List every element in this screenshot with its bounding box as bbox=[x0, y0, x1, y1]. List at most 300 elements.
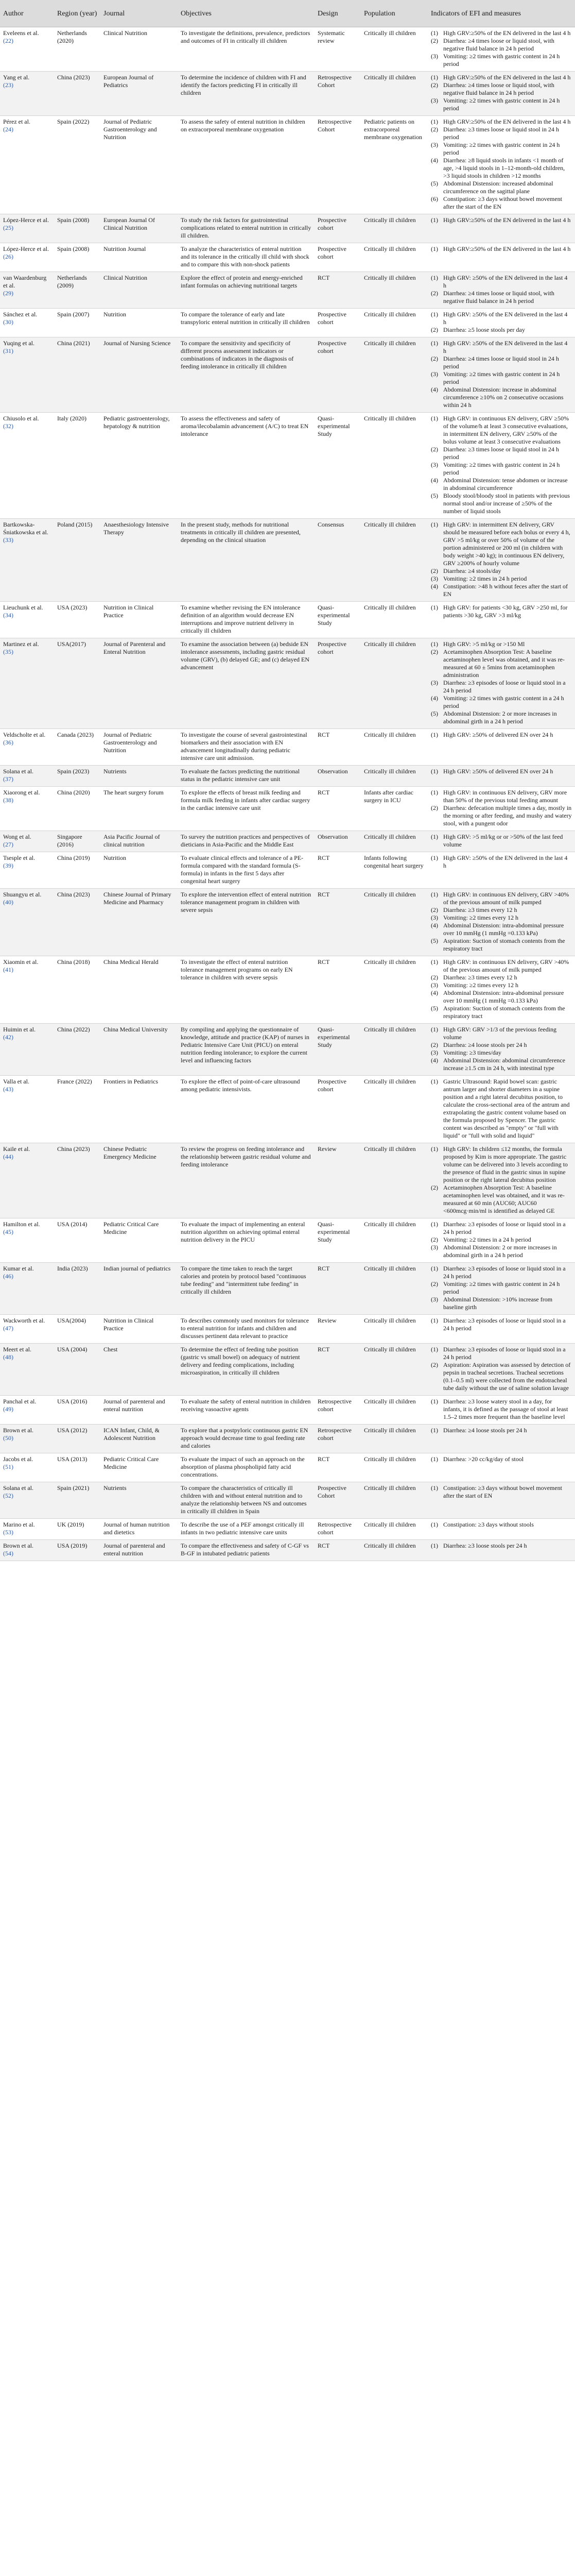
indicator-text: Abdominal Distension: abdominal circumference increase ≥1.5 cm in 24 h, with intestinal type bbox=[443, 1057, 565, 1072]
cell-indicators bbox=[428, 243, 575, 272]
author-name: Shuangyu et al. bbox=[3, 891, 42, 898]
cell-population: Infants after cardiac surgery in ICU bbox=[361, 787, 428, 831]
cell-indicators bbox=[428, 1453, 575, 1482]
indicator-list bbox=[431, 1455, 572, 1463]
cell-population: Critically ill children bbox=[361, 956, 428, 1024]
indicator-number: (1) bbox=[431, 1346, 438, 1353]
indicator-number: (3) bbox=[431, 53, 438, 60]
table-row bbox=[0, 337, 575, 413]
indicator-text: High GRV: in continuous EN delivery, GRV ≥50% of the volume/h at least 3 consecutive evaluations, in intermittent EN delivery, GRV ≥50% of the bolus volume at least 3 consecutive evaluations bbox=[443, 415, 569, 445]
indicator-number: (2) bbox=[431, 1184, 438, 1191]
indicator-number: (1) bbox=[431, 1145, 438, 1153]
indicator-number: (1) bbox=[431, 1398, 438, 1405]
cell-objectives: To explore that a postpyloric continuous gastric EN approach would decrease time to goal feeding rate and calories bbox=[178, 1425, 315, 1453]
cell-population: Critically ill children bbox=[361, 1540, 428, 1561]
indicator-text: Vomiting: ≥2 times with gastric content in 24 h period bbox=[443, 1280, 560, 1295]
cell-indicators bbox=[428, 72, 575, 116]
table-row bbox=[0, 1519, 575, 1540]
indicator-text: High GRV:≥50% of the EN delivered in the last 4 h bbox=[443, 74, 571, 81]
cell-objectives: To explore the intervention effect of enteral nutrition tolerance management program in children with severe sepsis bbox=[178, 889, 315, 956]
reference-link[interactable]: (53) bbox=[3, 1529, 13, 1536]
cell-indicators bbox=[428, 272, 575, 309]
cell-indicators bbox=[428, 787, 575, 831]
indicator-text: High GRV: >5 ml/kg or or >50% of the last feed volume bbox=[443, 833, 563, 848]
cell-population: Critically ill children bbox=[361, 1076, 428, 1143]
cell-design: Quasi-experimental Study bbox=[315, 1218, 361, 1263]
table-row bbox=[0, 1218, 575, 1263]
cell-population: Critically ill children bbox=[361, 1344, 428, 1396]
indicator-number: (2) bbox=[431, 648, 438, 655]
indicator-item bbox=[431, 1078, 572, 1140]
cell-region: Netherlands (2009) bbox=[54, 272, 100, 309]
table-row bbox=[0, 1396, 575, 1425]
reference-link[interactable]: (40) bbox=[3, 899, 13, 906]
header-indicators: Indicators of EFI and measures bbox=[428, 0, 575, 27]
indicator-text: Diarrhea: ≥4 stools/day bbox=[443, 567, 501, 574]
cell-author bbox=[0, 766, 54, 787]
cell-indicators bbox=[428, 116, 575, 214]
indicator-item bbox=[431, 118, 572, 126]
cell-objectives: To describes commonly used monitors for tolerance to enteral nutrition for infants and children and discusses pertinent data relevant to practice bbox=[178, 1315, 315, 1344]
indicator-text: Constipation: ≥3 days without bowel movement after the start of EN bbox=[443, 1484, 562, 1499]
indicator-list bbox=[431, 1317, 572, 1332]
cell-region: China (2022) bbox=[54, 1024, 100, 1076]
cell-population: Critically ill children bbox=[361, 337, 428, 413]
cell-author bbox=[0, 889, 54, 956]
indicator-text: High GRV: >5 ml/kg or >150 Ml bbox=[443, 640, 525, 648]
cell-design: Prospective cohort bbox=[315, 309, 361, 337]
author-name: van Waardenburg et al. bbox=[3, 274, 47, 289]
reference-link[interactable]: (39) bbox=[3, 862, 13, 869]
cell-indicators bbox=[428, 831, 575, 852]
cell-region: USA (2014) bbox=[54, 1218, 100, 1263]
reference-link[interactable]: (43) bbox=[3, 1086, 13, 1093]
cell-population: Critically ill children bbox=[361, 729, 428, 766]
indicator-list bbox=[431, 731, 572, 739]
author-name: Veldscholte et al. bbox=[3, 731, 46, 738]
reference-link[interactable]: (30) bbox=[3, 318, 13, 326]
cell-journal: Pediatric Critical Care Medicine bbox=[100, 1218, 178, 1263]
indicator-text: High GRV:≥50% of the EN delivered in the last 4 h bbox=[443, 29, 571, 37]
cell-author bbox=[0, 1396, 54, 1425]
indicator-item bbox=[431, 245, 572, 253]
cell-design: RCT bbox=[315, 1540, 361, 1561]
cell-author bbox=[0, 1218, 54, 1263]
cell-population: Infants following congenital heart surgery bbox=[361, 852, 428, 889]
cell-indicators bbox=[428, 519, 575, 602]
cell-objectives: To explore the effect of point-of-care ultrasound among pediatric intensivists. bbox=[178, 1076, 315, 1143]
cell-indicators bbox=[428, 1024, 575, 1076]
cell-population: Critically ill children bbox=[361, 272, 428, 309]
indicator-list bbox=[431, 1078, 572, 1140]
indicator-item bbox=[431, 340, 572, 355]
indicator-list bbox=[431, 340, 572, 409]
cell-design: RCT bbox=[315, 889, 361, 956]
indicator-number: (1) bbox=[431, 1484, 438, 1492]
reference-link[interactable]: (26) bbox=[3, 253, 13, 260]
reference-link[interactable]: (37) bbox=[3, 775, 13, 783]
indicator-number: (1) bbox=[431, 245, 438, 252]
indicator-item bbox=[431, 1265, 572, 1280]
indicator-text: Diarrhea: ≥8 liquid stools in infants <1 month of age, >4 liquid stools in 1–12-month-old children, >3 liquid stools in children >12 months bbox=[443, 157, 565, 179]
cell-design: Prospective Cohort bbox=[315, 1482, 361, 1519]
indicator-list bbox=[431, 640, 572, 725]
table-row bbox=[0, 1024, 575, 1076]
cell-population: Critically ill children bbox=[361, 1263, 428, 1315]
indicator-number: (1) bbox=[431, 891, 438, 898]
cell-indicators bbox=[428, 602, 575, 638]
indicator-text: Diarrhea: defecation multiple times a day, mostly in the morning or after feeding, and mushy and watery stool, with a pungent odor bbox=[443, 804, 572, 827]
cell-objectives: To compare the characteristics of critically ill children with and without enteral nutrition and to analyze the relationship between NS and outcomes in critically ill children in Spain bbox=[178, 1482, 315, 1519]
reference-link[interactable]: (33) bbox=[3, 536, 13, 544]
cell-design: Observation bbox=[315, 766, 361, 787]
cell-objectives: To assess the effectiveness and safety of aroma/ilecobalamin advancement (A/C) to treat EN intolerance bbox=[178, 413, 315, 519]
indicator-list bbox=[431, 311, 572, 334]
cell-journal: China Medical Herald bbox=[100, 956, 178, 1024]
cell-region: India (2023) bbox=[54, 1263, 100, 1315]
indicator-number: (2) bbox=[431, 906, 438, 913]
indicator-text: Aspiration: Suction of stomach contents from the respiratory tract bbox=[443, 1005, 565, 1020]
cell-journal: China Medical University bbox=[100, 1024, 178, 1076]
reference-link[interactable]: (32) bbox=[3, 422, 13, 430]
reference-link[interactable]: (34) bbox=[3, 612, 13, 619]
indicator-list bbox=[431, 604, 572, 619]
cell-journal: Nutrition in Clinical Practice bbox=[100, 602, 178, 638]
cell-design: Prospective cohort bbox=[315, 214, 361, 243]
indicator-number: (3) bbox=[431, 1049, 438, 1056]
reference-link[interactable]: (24) bbox=[3, 126, 13, 133]
cell-design: Retrospective cohort bbox=[315, 1425, 361, 1453]
indicator-item bbox=[431, 648, 572, 679]
table-row bbox=[0, 272, 575, 309]
indicator-text: Vomiting: ≥3 times/day bbox=[443, 1049, 502, 1056]
indicator-item bbox=[431, 355, 572, 370]
cell-population: Critically ill children bbox=[361, 889, 428, 956]
reference-link[interactable]: (31) bbox=[3, 347, 13, 354]
indicator-text: Diarrhea: ≥5 loose stools per day bbox=[443, 326, 525, 333]
reference-link[interactable]: (41) bbox=[3, 966, 13, 973]
reference-link[interactable]: (50) bbox=[3, 1434, 13, 1442]
reference-link[interactable]: (52) bbox=[3, 1492, 13, 1499]
indicator-item bbox=[431, 679, 572, 694]
indicator-number: (1) bbox=[431, 768, 438, 775]
cell-design: Retrospective cohort bbox=[315, 1519, 361, 1540]
reference-link[interactable]: (42) bbox=[3, 1033, 13, 1041]
indicator-number: (2) bbox=[431, 37, 438, 44]
indicator-text: Abdominal Distension: tense abdomen or increase in abdominal circumference bbox=[443, 477, 568, 492]
header-row bbox=[0, 0, 575, 27]
cell-objectives: To determine the incidence of children with FI and identify the factors predicting FI in critically ill children bbox=[178, 72, 315, 116]
indicator-text: Aspiration: Aspiration was assessed by detection of pepsin in tracheal secretions. Tracheal secretions (0.1–0.5 ml) were collected from the endotracheal tube daily without the use of saline solution lavage bbox=[443, 1361, 571, 1392]
author-name: Martinez et al. bbox=[3, 640, 39, 648]
indicator-item bbox=[431, 370, 572, 386]
author-name: Yang et al. bbox=[3, 74, 30, 81]
author-name: Xiaomin et al. bbox=[3, 958, 39, 965]
cell-journal: Journal of Pediatric Gastroenterology and Nutrition bbox=[100, 116, 178, 214]
cell-journal: Nutrients bbox=[100, 1482, 178, 1519]
author-name: Panchal et al. bbox=[3, 1398, 37, 1405]
indicator-item bbox=[431, 1346, 572, 1361]
cell-design: Retrospective Cohort bbox=[315, 72, 361, 116]
indicator-item bbox=[431, 461, 572, 477]
indicator-item bbox=[431, 29, 572, 37]
indicator-item bbox=[431, 386, 572, 409]
indicator-text: High GRV: ≥50% of the EN delivered in the last 4 h bbox=[443, 854, 568, 869]
cell-population: Critically ill children bbox=[361, 519, 428, 602]
cell-objectives: To explore the effects of breast milk feeding and formula milk feeding in infants after cardiac surgery in the cardiac intensive care unit bbox=[178, 787, 315, 831]
indicator-number: (4) bbox=[431, 1057, 438, 1064]
author-name: Brown et al. bbox=[3, 1427, 33, 1434]
cell-region: China (2023) bbox=[54, 889, 100, 956]
indicator-item bbox=[431, 906, 572, 914]
cell-objectives: To study the risk factors for gastrointestinal complications related to enteral nutrition in critically ill children. bbox=[178, 214, 315, 243]
indicator-item bbox=[431, 891, 572, 906]
indicator-number: (2) bbox=[431, 1280, 438, 1287]
cell-region: China (2020) bbox=[54, 787, 100, 831]
cell-design: RCT bbox=[315, 1263, 361, 1315]
cell-indicators bbox=[428, 889, 575, 956]
indicator-list bbox=[431, 1427, 572, 1434]
indicator-list bbox=[431, 118, 572, 211]
indicator-text: High GRV:≥50% of the EN delivered in the last 4 h bbox=[443, 118, 571, 125]
cell-objectives: To evaluate the factors predicting the nutritional status in the pediatric intensive care unit bbox=[178, 766, 315, 787]
indicator-list bbox=[431, 1521, 572, 1529]
indicator-text: Diarrhea: ≥3 times every 12 h bbox=[443, 974, 517, 981]
indicator-item bbox=[431, 922, 572, 937]
indicator-number: (3) bbox=[431, 1296, 438, 1303]
cell-objectives: To analyze the characteristics of enteral nutrition and its tolerance in the critically ill child with shock and to compare this with non-shock patients bbox=[178, 243, 315, 272]
indicator-number: (3) bbox=[431, 679, 438, 686]
cell-indicators bbox=[428, 1344, 575, 1396]
cell-indicators bbox=[428, 1540, 575, 1561]
cell-region: China (2021) bbox=[54, 337, 100, 413]
indicator-list bbox=[431, 789, 572, 827]
indicator-text: Acetaminophen Absorption Test: A baseline acetaminophen level was obtained, and it was re-measured at 60 ± 5mins from acetaminophen administration bbox=[443, 648, 565, 679]
cell-population: Critically ill children bbox=[361, 413, 428, 519]
indicator-text: Diarrhea: ≥3 episodes of loose or liquid stool in a 24 h period bbox=[443, 1317, 566, 1332]
indicator-text: Vomiting: ≥2 times with gastric content in 24 h period bbox=[443, 97, 560, 112]
indicator-number: (1) bbox=[431, 340, 438, 347]
cell-journal: Anaesthesiology Intensive Therapy bbox=[100, 519, 178, 602]
indicator-item bbox=[431, 157, 572, 180]
indicator-text: Abdominal Distension: increase in abdominal circumference ≥10% on 2 consecutive occasions within 24 h bbox=[443, 386, 564, 409]
cell-indicators bbox=[428, 1218, 575, 1263]
reference-link[interactable]: (48) bbox=[3, 1353, 13, 1361]
cell-design: RCT bbox=[315, 1453, 361, 1482]
indicator-text: High GRV: in intermittent EN delivery, GRV should be measured before each bolus or every 4 h, GRV >5 ml/kg or over 50% of volume of the portion administered or 200 ml (in children with body weight >40 kg); in continuous EN delivery, GRV ≥200% of hourly volume bbox=[443, 521, 570, 567]
indicator-text: Vomiting: ≥2 times with gastric content in 24 h period bbox=[443, 370, 560, 385]
reference-link[interactable]: (22) bbox=[3, 37, 13, 44]
cell-indicators bbox=[428, 1425, 575, 1453]
indicator-number: (5) bbox=[431, 710, 438, 717]
cell-journal: Clinical Nutrition bbox=[100, 27, 178, 72]
indicator-number: (2) bbox=[431, 1361, 438, 1368]
cell-author bbox=[0, 787, 54, 831]
indicator-item bbox=[431, 1049, 572, 1057]
cell-author bbox=[0, 72, 54, 116]
cell-design: Retrospective Cohort bbox=[315, 116, 361, 214]
indicator-item bbox=[431, 492, 572, 515]
cell-region: UK (2019) bbox=[54, 1519, 100, 1540]
cell-population: Critically ill children bbox=[361, 1315, 428, 1344]
author-name: Chiusolo et al. bbox=[3, 415, 39, 422]
indicator-item bbox=[431, 958, 572, 974]
reference-link[interactable]: (36) bbox=[3, 739, 13, 746]
cell-indicators bbox=[428, 1519, 575, 1540]
cell-objectives: To survey the nutrition practices and perspectives of dieticians in Asia-Pacific and the Middle East bbox=[178, 831, 315, 852]
cell-objectives: To evaluate the safety of enteral nutrition in children receiving vasoactive agents bbox=[178, 1396, 315, 1425]
cell-author bbox=[0, 831, 54, 852]
reference-link[interactable]: (51) bbox=[3, 1463, 13, 1470]
indicator-number: (5) bbox=[431, 492, 438, 499]
cell-population: Critically ill children bbox=[361, 831, 428, 852]
cell-indicators bbox=[428, 1076, 575, 1143]
indicator-item bbox=[431, 1041, 572, 1049]
reference-link[interactable]: (29) bbox=[3, 290, 13, 297]
cell-objectives: To compare the sensitivity and specificity of different process assessment indicators or combinations of indicators in the diagnosis of feeding intolerance in critically ill children bbox=[178, 337, 315, 413]
indicator-item bbox=[431, 1398, 572, 1421]
cell-author bbox=[0, 1425, 54, 1453]
author-name: Solana et al. bbox=[3, 1484, 33, 1492]
cell-journal: Journal of human nutrition and dietetics bbox=[100, 1519, 178, 1540]
table-row bbox=[0, 852, 575, 889]
indicator-item bbox=[431, 1244, 572, 1259]
indicator-number: (1) bbox=[431, 958, 438, 965]
indicator-text: Diarrhea: ≥3 times loose or liquid stool in 24 h period bbox=[443, 446, 559, 461]
reference-link[interactable]: (38) bbox=[3, 796, 13, 804]
reference-link[interactable]: (54) bbox=[3, 1550, 13, 1557]
indicator-list bbox=[431, 1221, 572, 1259]
table-row bbox=[0, 1263, 575, 1315]
table-row bbox=[0, 72, 575, 116]
cell-indicators bbox=[428, 27, 575, 72]
cell-region: Spain (2008) bbox=[54, 243, 100, 272]
indicator-list bbox=[431, 1484, 572, 1500]
indicator-text: Diarrhea: ≥3 episodes of loose or liquid stool in a 24 h period bbox=[443, 1346, 566, 1361]
author-name: Lieuchunk et al. bbox=[3, 604, 43, 611]
indicator-item bbox=[431, 97, 572, 112]
header-journal: Journal bbox=[100, 0, 178, 27]
cell-region: Spain (2022) bbox=[54, 116, 100, 214]
cell-indicators bbox=[428, 638, 575, 729]
indicator-item bbox=[431, 575, 572, 583]
indicator-text: High GRV: for patients <30 kg, GRV >250 ml, for patients >30 kg, GRV >3 ml/kg bbox=[443, 604, 568, 619]
indicator-item bbox=[431, 694, 572, 710]
cell-journal: ICAN Infant, Child, & Adolescent Nutrition bbox=[100, 1425, 178, 1453]
indicator-item bbox=[431, 833, 572, 849]
indicator-text: High GRV: ≥50% of the EN delivered in the last 4 h bbox=[443, 340, 568, 354]
indicator-number: (1) bbox=[431, 118, 438, 125]
cell-objectives: To review the progress on feeding intolerance and the relationship between gastric residual volume and feeding intolerance bbox=[178, 1143, 315, 1218]
indicator-item bbox=[431, 989, 572, 1005]
indicator-item bbox=[431, 710, 572, 725]
indicator-text: Acetaminophen Absorption Test: A baseline acetaminophen level was obtained, and it was re-measured at 60 min (AUC60; AUC60 <600mcg·min/ml is identified as delayed GE bbox=[443, 1184, 565, 1214]
reference-link[interactable]: (25) bbox=[3, 224, 13, 231]
cell-journal: Nutrition bbox=[100, 309, 178, 337]
indicator-item bbox=[431, 583, 572, 598]
cell-author bbox=[0, 1540, 54, 1561]
cell-author bbox=[0, 852, 54, 889]
indicator-number: (2) bbox=[431, 1236, 438, 1243]
header-design: Design bbox=[315, 0, 361, 27]
author-name: Solana et al. bbox=[3, 768, 33, 775]
indicator-number: (2) bbox=[431, 446, 438, 453]
indicator-number: (4) bbox=[431, 989, 438, 996]
indicator-text: Diarrhea: >20 cc/kg/day of stool bbox=[443, 1455, 524, 1463]
indicator-number: (2) bbox=[431, 290, 438, 297]
reference-link[interactable]: (49) bbox=[3, 1405, 13, 1413]
author-name: Sánchez et al. bbox=[3, 311, 38, 318]
reference-link[interactable]: (23) bbox=[3, 81, 13, 89]
indicator-text: High GRV: in continuous EN delivery, GRV more than 50% of the previous total feeding amount bbox=[443, 789, 567, 804]
indicator-number: (4) bbox=[431, 922, 438, 929]
reference-link[interactable]: (27) bbox=[3, 841, 13, 848]
indicator-number: (2) bbox=[431, 81, 438, 89]
indicator-number: (1) bbox=[431, 731, 438, 738]
indicator-item bbox=[431, 74, 572, 81]
cell-objectives: To compare the time taken to reach the target calories and protein by protocol based "continuous tube feeding" and "intermittent tube feeding" in critically ill children bbox=[178, 1263, 315, 1315]
indicator-text: High GRV: ≥50% of the EN delivered in the last 4 h bbox=[443, 274, 568, 289]
author-name: López-Herce et al. bbox=[3, 216, 49, 224]
indicator-item bbox=[431, 974, 572, 981]
indicator-text: Vomiting: ≥2 times with gastric content in 24 h period bbox=[443, 53, 560, 67]
indicator-item bbox=[431, 604, 572, 619]
cell-journal: Journal of parenteral and enteral nutrition bbox=[100, 1396, 178, 1425]
cell-journal: Asia Pacific Journal of clinical nutrition bbox=[100, 831, 178, 852]
indicator-list bbox=[431, 1398, 572, 1421]
indicator-list bbox=[431, 74, 572, 112]
reference-link[interactable]: (35) bbox=[3, 648, 13, 655]
indicator-item bbox=[431, 1484, 572, 1500]
cell-author bbox=[0, 1344, 54, 1396]
cell-author bbox=[0, 1263, 54, 1315]
author-name: Bartkowska-Śniatkowska et al. bbox=[3, 521, 48, 536]
reference-link[interactable]: (44) bbox=[3, 1153, 13, 1160]
indicator-list bbox=[431, 854, 572, 870]
indicator-item bbox=[431, 521, 572, 567]
reference-link[interactable]: (45) bbox=[3, 1228, 13, 1235]
author-name: Kaile et al. bbox=[3, 1145, 30, 1153]
cell-design: Observation bbox=[315, 831, 361, 852]
indicator-number: (3) bbox=[431, 97, 438, 104]
reference-link[interactable]: (47) bbox=[3, 1325, 13, 1332]
indicator-number: (3) bbox=[431, 141, 438, 148]
reference-link[interactable]: (46) bbox=[3, 1273, 13, 1280]
table-row bbox=[0, 116, 575, 214]
indicator-text: Diarrhea: ≥3 episodes of loose or liquid stool in a 24 h period bbox=[443, 1221, 566, 1235]
cell-indicators bbox=[428, 766, 575, 787]
indicator-list bbox=[431, 958, 572, 1020]
indicator-list bbox=[431, 891, 572, 953]
indicator-text: High GRV: In children ≤12 months, the formula proposed by Kim is more appropriate. The gastric volume can be delivered into 3 levels according to the presence of fluid in the gastric sinus in supine position or the right lateral decubitus position bbox=[443, 1145, 568, 1183]
cell-indicators bbox=[428, 214, 575, 243]
indicator-text: High GRV: in continuous EN delivery, GRV >40% of the previous amount of milk pumped bbox=[443, 958, 569, 973]
cell-design: RCT bbox=[315, 272, 361, 309]
cell-region: China (2023) bbox=[54, 72, 100, 116]
indicator-item bbox=[431, 1317, 572, 1332]
cell-objectives: To evaluate the impact of implementing an enteral nutrition algorithm on achieving optimal enteral nutrition delivery in the PICU bbox=[178, 1218, 315, 1263]
indicator-list bbox=[431, 415, 572, 515]
cell-indicators bbox=[428, 1315, 575, 1344]
cell-indicators bbox=[428, 729, 575, 766]
cell-author bbox=[0, 27, 54, 72]
indicator-number: (1) bbox=[431, 415, 438, 422]
cell-journal: Indian journal of pediatrics bbox=[100, 1263, 178, 1315]
indicator-text: Constipation: ≥3 days without bowel movement after the start of the EN bbox=[443, 195, 562, 210]
author-name: Wong et al. bbox=[3, 833, 31, 840]
cell-indicators bbox=[428, 413, 575, 519]
cell-region: Canada (2023) bbox=[54, 729, 100, 766]
